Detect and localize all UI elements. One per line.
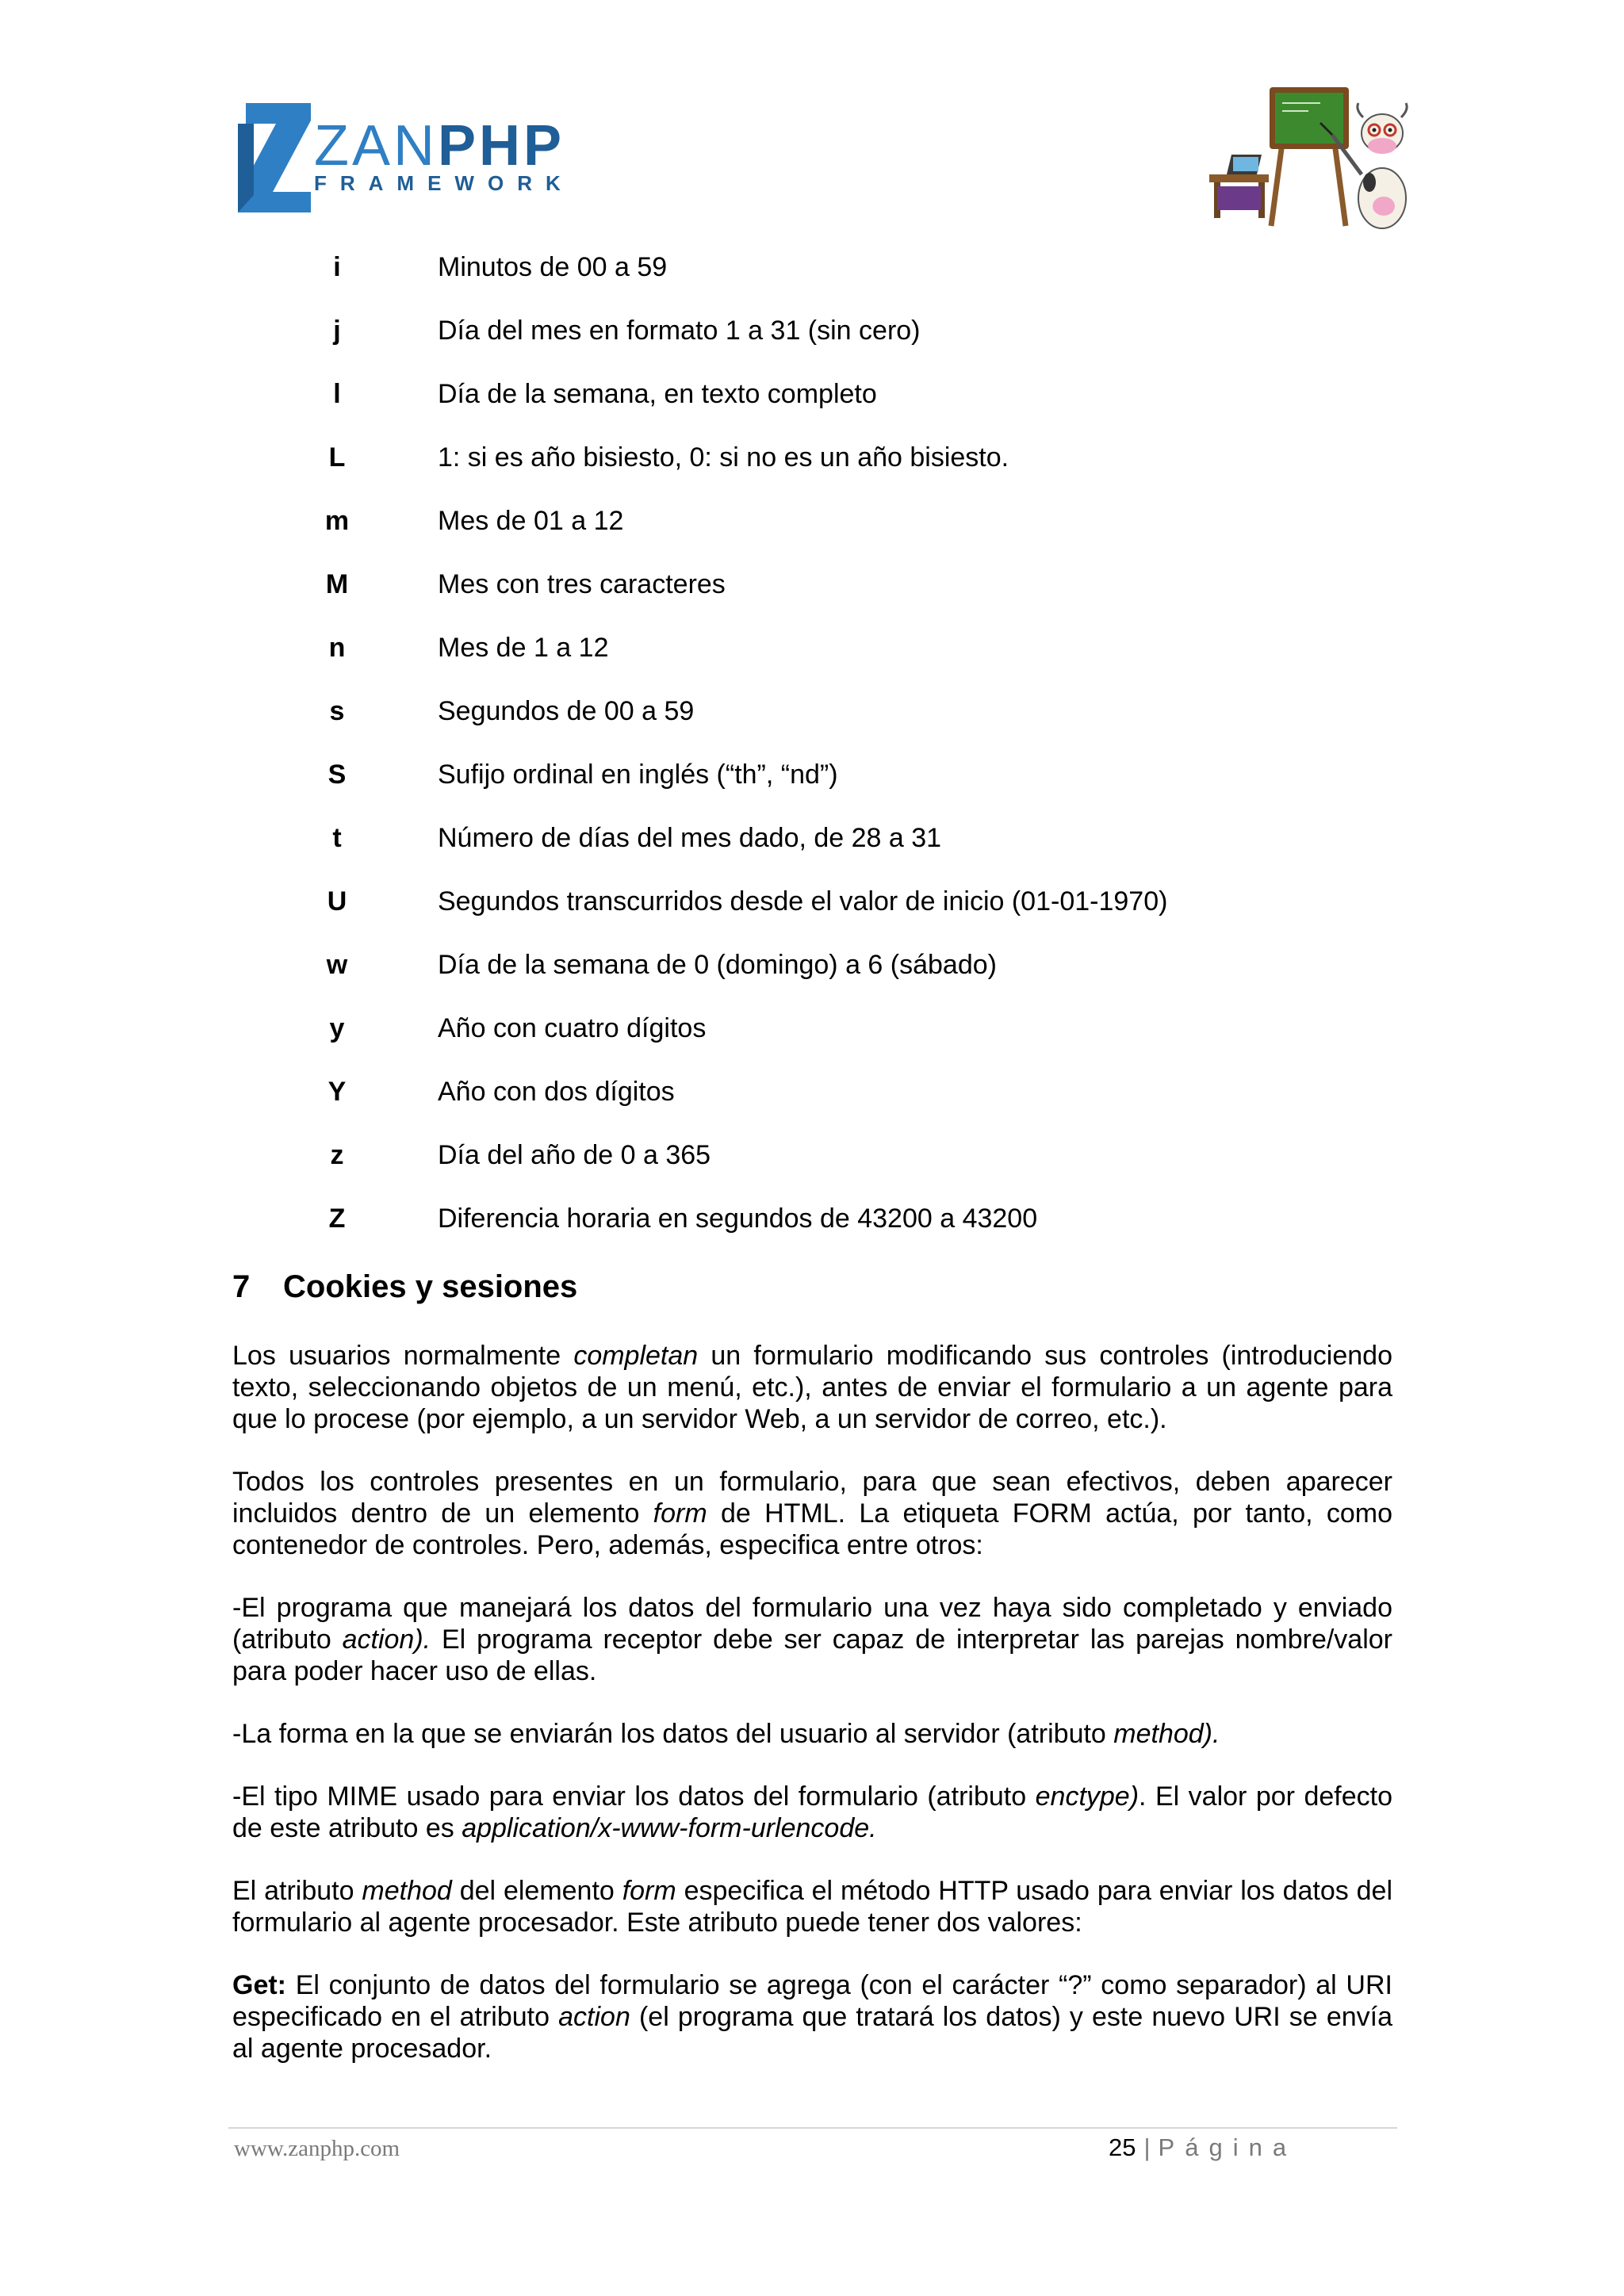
- zanphp-z-logo-icon: [238, 103, 311, 212]
- format-char: s: [329, 696, 345, 726]
- format-char: L: [328, 442, 346, 473]
- format-description: Mes de 1 a 12: [438, 633, 609, 663]
- paragraph-2: Todos los controles presentes en un formulario, para que sean efectivos, deben aparecer incluidos dentro de un elemento form de HTML. La etiqueta FORM actúa, por tanto, como contenedor de controles. Pero, además, especifica entre otros:: [232, 1467, 1392, 1560]
- paragraph-3: -El programa que manejará los datos del formulario una vez haya sido completado y enviado (atributo action). El programa receptor debe ser capaz de interpretar las parejas nombre/valor para poder hacer uso de ellas.: [232, 1593, 1392, 1686]
- format-char: t: [332, 823, 342, 853]
- format-char: U: [327, 886, 347, 916]
- logo-subtitle: FRAMEWORK: [314, 171, 574, 195]
- page-label: Página: [1158, 2133, 1297, 2161]
- format-description: Número de días del mes dado, de 28 a 31: [438, 823, 942, 853]
- definition-row: [238, 1013, 1388, 1077]
- footer-divider: [228, 2127, 1397, 2129]
- format-description: Diferencia horaria en segundos de 43200 a 43200: [438, 1203, 1038, 1234]
- definition-row: [238, 696, 1388, 760]
- zanphp-logo: [238, 100, 574, 219]
- section-number: 7: [232, 1269, 251, 1304]
- format-description: Minutos de 00 a 59: [438, 252, 668, 282]
- page-number: 25: [1109, 2133, 1136, 2161]
- cow-teacher-mascot-icon: [1193, 79, 1415, 234]
- definition-row: [238, 506, 1388, 569]
- definition-row: [238, 633, 1388, 696]
- paragraph-4: -La forma en la que se enviarán los datos del usuario al servidor (atributo method).: [232, 1719, 1220, 1749]
- format-char: z: [330, 1140, 344, 1170]
- logo-wordmark: [314, 114, 565, 178]
- paragraph-6: El atributo method del elemento form especifica el método HTTP usado para enviar los datos del formulario al agente procesador. Este atributo puede tener dos valores:: [232, 1876, 1393, 1938]
- definition-row: [238, 886, 1388, 950]
- definition-row: [238, 1203, 1388, 1267]
- section-heading: Cookies y sesiones: [283, 1269, 578, 1304]
- footer-page-number: [1109, 2133, 1297, 2162]
- format-description: Año con cuatro dígitos: [438, 1013, 707, 1043]
- format-char: j: [333, 316, 341, 346]
- page-separator: |: [1143, 2133, 1151, 2161]
- definition-row: [238, 760, 1388, 823]
- format-description: Mes con tres caracteres: [438, 569, 726, 599]
- logo-brand-a: ZAN: [314, 114, 438, 178]
- format-char: i: [333, 252, 341, 282]
- format-description: Día del año de 0 a 365: [438, 1140, 711, 1170]
- logo-brand-b: PHP: [438, 114, 565, 178]
- definition-row: [238, 442, 1388, 506]
- format-description: Sufijo ordinal en inglés (“th”, “nd”): [438, 760, 838, 790]
- format-description: Segundos transcurridos desde el valor de inicio (01-01-1970): [438, 886, 1168, 916]
- format-char: l: [333, 379, 341, 409]
- format-description: Día de la semana, en texto completo: [438, 379, 877, 409]
- paragraph-7: Get: El conjunto de datos del formulario se agrega (con el carácter “?” como separador) al URI especificado en el atributo action (el programa que tratará los datos) y este nuevo URI se envía al agente procesador.: [232, 1970, 1392, 2064]
- paragraph-1: Los usuarios normalmente completan un formulario modificando sus controles (introduciendo texto, seleccionando objetos de un menú, etc.), antes de enviar el formulario a un agente para que lo procese (por ejemplo, a un servidor Web, a un servidor de correo, etc.).: [232, 1341, 1392, 1434]
- definition-row: [238, 950, 1388, 1013]
- format-char: m: [324, 506, 350, 536]
- definition-row: [238, 823, 1388, 886]
- definition-row: [238, 252, 1388, 316]
- definition-row: [238, 1140, 1388, 1203]
- format-char: w: [326, 950, 348, 980]
- definition-row: [238, 316, 1388, 379]
- format-char: y: [329, 1013, 345, 1043]
- format-description: Segundos de 00 a 59: [438, 696, 695, 726]
- date-format-table: [238, 252, 1388, 1267]
- definition-row: [238, 569, 1388, 633]
- section-title: [232, 1269, 577, 1305]
- format-description: Día de la semana de 0 (domingo) a 6 (sábado): [438, 950, 997, 980]
- format-description: Día del mes en formato 1 a 31 (sin cero): [438, 316, 921, 346]
- definition-row: [238, 379, 1388, 442]
- format-char: Y: [327, 1077, 347, 1107]
- format-description: Año con dos dígitos: [438, 1077, 675, 1107]
- format-char: n: [328, 633, 346, 663]
- definition-row: [238, 1077, 1388, 1140]
- format-char: Z: [328, 1203, 346, 1234]
- format-description: Mes de 01 a 12: [438, 506, 624, 536]
- paragraph-5: -El tipo MIME usado para enviar los datos del formulario (atributo enctype). El valor por defecto de este atributo es application/x-www-form-urlencode.: [232, 1781, 1393, 1843]
- format-char: S: [327, 760, 347, 790]
- footer-url: www.zanphp.com: [234, 2136, 400, 2161]
- format-description: 1: si es año bisiesto, 0: si no es un año bisiesto.: [438, 442, 1009, 473]
- format-char: M: [325, 569, 349, 599]
